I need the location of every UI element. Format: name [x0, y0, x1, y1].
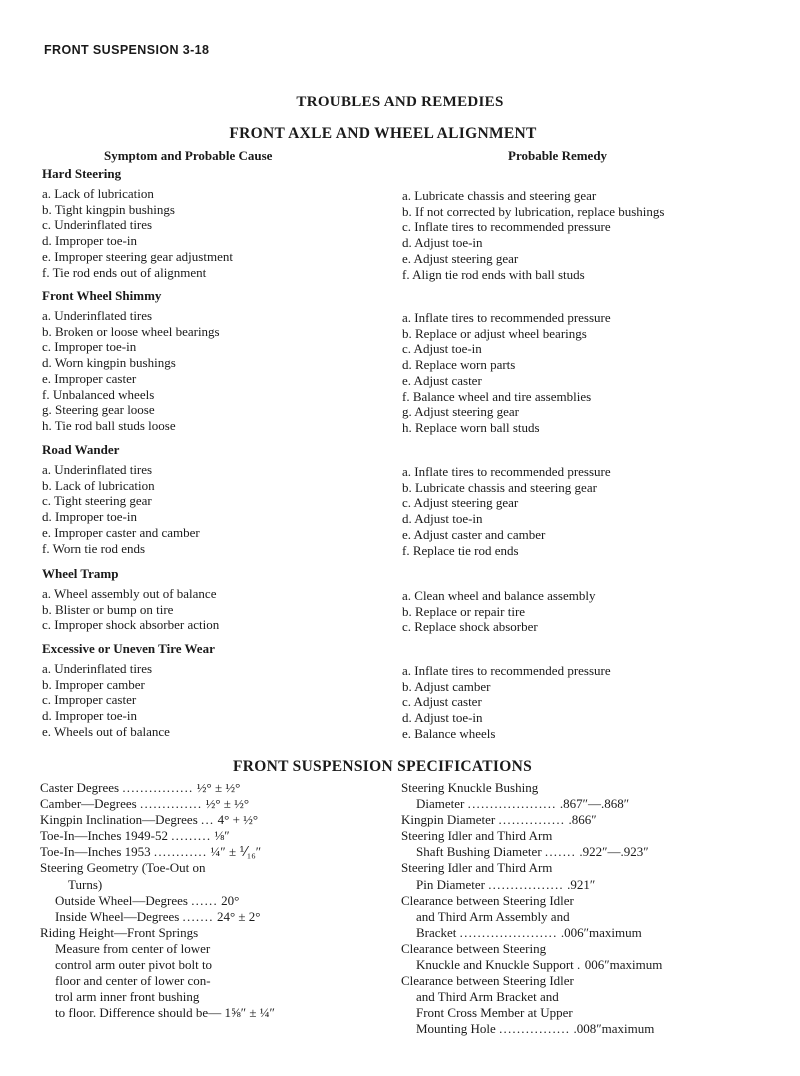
spec-row	[40, 844, 390, 860]
spec-row	[401, 925, 791, 941]
spec-row	[401, 828, 791, 844]
spec-leader-dots: .	[577, 957, 582, 973]
remedy-list	[402, 663, 782, 742]
spec-label: control arm outer pivot bolt to	[55, 957, 213, 973]
symptom-list	[42, 186, 392, 280]
spec-label: Steering Geometry (Toe-Out on	[40, 860, 206, 876]
spec-label: Toe-In—Inches 1949-52	[40, 828, 168, 844]
spec-row	[40, 828, 390, 844]
symptom-item: h. Tie rod ball studs loose	[42, 417, 176, 433]
symptom-item: e. Improper caster	[42, 370, 137, 386]
spec-value: ⅛″	[214, 828, 230, 844]
spec-row	[40, 877, 390, 893]
trouble-section-title: Road Wander	[42, 442, 120, 457]
column-header-symptom: Symptom and Probable Cause	[104, 148, 273, 163]
specifications-title: FRONT SUSPENSION SPECIFICATIONS	[233, 758, 532, 775]
spec-label: Bracket	[416, 924, 457, 940]
spec-value: .866″	[568, 812, 597, 828]
symptom-item: c. Tight steering gear	[42, 493, 152, 509]
spec-row	[40, 973, 390, 989]
spec-row	[401, 973, 791, 989]
spec-label: Kingpin Diameter	[401, 812, 496, 828]
spec-label: and Third Arm Bracket and	[416, 989, 559, 1005]
spec-leader-dots: ................	[499, 1021, 571, 1037]
symptom-item: a. Wheel assembly out of balance	[42, 586, 217, 601]
remedy-list	[402, 310, 782, 436]
spec-label: Steering Idler and Third Arm	[401, 860, 553, 876]
spec-row	[40, 812, 390, 828]
spec-label: and Third Arm Assembly and	[416, 908, 570, 924]
remedy-item: a. Inflate tires to recommended pressure	[402, 310, 611, 325]
symptom-item: b. Broken or loose wheel bearings	[42, 323, 220, 339]
spec-value: .922″—.923″	[579, 844, 649, 860]
symptom-item: c. Improper caster	[42, 692, 137, 708]
spec-label: Clearance between Steering Idler	[401, 973, 574, 989]
spec-row	[40, 957, 390, 973]
spec-value: 4° + ½°	[217, 812, 259, 828]
symptom-item: b. Tight kingpin bushings	[42, 201, 175, 217]
symptom-item: b. Lack of lubrication	[42, 477, 155, 493]
spec-label: Clearance between Steering	[401, 940, 547, 956]
spec-leader-dots: ......	[191, 892, 218, 908]
remedy-item: c. Replace shock absorber	[402, 619, 538, 635]
remedy-list	[402, 188, 782, 282]
symptom-item: a. Underinflated tires	[42, 661, 153, 676]
remedy-item: a. Lubricate chassis and steering gear	[402, 188, 597, 203]
page-header: FRONT SUSPENSION 3-18	[44, 43, 210, 57]
spec-label: Front Cross Member at Upper	[416, 1005, 573, 1021]
remedy-item: d. Adjust toe-in	[402, 710, 483, 726]
spec-label: to floor. Difference should be—	[55, 1005, 222, 1021]
remedy-item: h. Replace worn ball studs	[402, 419, 540, 435]
remedy-item: e. Adjust caster and camber	[402, 526, 546, 542]
trouble-section-title: Hard Steering	[42, 166, 122, 181]
spec-label: Steering Knuckle Bushing	[401, 780, 539, 795]
symptom-item: a. Underinflated tires	[42, 462, 153, 477]
spec-row	[401, 812, 791, 828]
spec-row	[40, 925, 390, 941]
symptom-item: f. Unbalanced wheels	[42, 386, 155, 402]
spec-row	[40, 941, 390, 957]
spec-row	[40, 860, 390, 876]
remedy-item: b. If not corrected by lubrication, replace bushings	[402, 203, 665, 219]
spec-row	[401, 860, 791, 876]
spec-label: Camber—Degrees	[40, 796, 137, 812]
spec-label: Kingpin Inclination—Degrees	[40, 812, 198, 828]
symptom-item: c. Improper shock absorber action	[42, 617, 220, 633]
spec-value: ½° ± ½°	[196, 780, 241, 795]
section-title: TROUBLES AND REMEDIES	[296, 94, 504, 110]
remedy-list	[402, 464, 782, 558]
spec-row	[40, 893, 390, 909]
remedy-item: b. Lubricate chassis and steering gear	[402, 479, 597, 495]
remedy-item: b. Adjust camber	[402, 678, 491, 694]
spec-value: ¼″ ± ⅟₁₆″	[210, 844, 262, 860]
symptom-item: g. Steering gear loose	[42, 402, 155, 418]
spec-label: Measure from center of lower	[55, 940, 211, 956]
spec-leader-dots: .........	[171, 828, 212, 844]
remedy-item: d. Adjust toe-in	[402, 235, 483, 251]
spec-row	[40, 780, 390, 796]
spec-leader-dots: .................	[488, 876, 564, 892]
remedy-item: f. Balance wheel and tire assemblies	[402, 388, 592, 404]
spec-label: Inside Wheel—Degrees	[55, 908, 180, 924]
spec-row	[401, 796, 791, 812]
spec-label: floor and center of lower con-	[55, 973, 211, 989]
spec-value: 006″maximum	[584, 957, 663, 973]
remedy-item: d. Adjust toe-in	[402, 511, 483, 527]
symptom-item: b. Blister or bump on tire	[42, 601, 174, 617]
symptom-list	[42, 308, 392, 434]
spec-label: Riding Height—Front Springs	[40, 924, 199, 940]
spec-leader-dots: ....................	[467, 796, 557, 812]
spec-row	[401, 893, 791, 909]
remedy-list	[402, 588, 782, 635]
spec-value: 24° ± 2°	[216, 908, 261, 924]
spec-row	[401, 877, 791, 893]
spec-row	[401, 780, 791, 796]
symptom-item: f. Worn tie rod ends	[42, 540, 146, 556]
spec-leader-dots: ................	[122, 780, 194, 795]
remedy-item: g. Adjust steering gear	[402, 404, 519, 420]
remedy-item: a. Clean wheel and balance assembly	[402, 588, 596, 603]
remedy-item: f. Replace tie rod ends	[402, 542, 519, 558]
symptom-item: b. Improper camber	[42, 676, 145, 692]
remedy-item: a. Inflate tires to recommended pressure	[402, 464, 611, 479]
spec-value: .006″maximum	[560, 924, 642, 940]
spec-leader-dots: ............	[153, 844, 208, 860]
symptom-item: e. Wheels out of balance	[42, 723, 170, 739]
remedy-item: c. Inflate tires to recommended pressure	[402, 219, 611, 235]
spec-value: .921″	[567, 876, 596, 892]
spec-label: Caster Degrees	[40, 780, 120, 795]
symptom-item: f. Tie rod ends out of alignment	[42, 264, 207, 280]
symptom-list	[42, 462, 392, 556]
remedy-item: e. Balance wheels	[402, 725, 496, 741]
symptom-item: c. Underinflated tires	[42, 217, 153, 233]
remedy-item: f. Align tie rod ends with ball studs	[402, 266, 585, 282]
remedy-item: d. Replace worn parts	[402, 357, 516, 373]
spec-value: ½° ± ½°	[205, 796, 250, 812]
remedy-item: c. Adjust caster	[402, 694, 482, 710]
spec-row	[40, 1005, 390, 1021]
symptom-item: d. Improper toe-in	[42, 708, 137, 724]
trouble-section-title: Wheel Tramp	[42, 566, 119, 581]
spec-row	[401, 909, 791, 925]
remedy-item: e. Adjust steering gear	[402, 250, 519, 266]
symptom-item: d. Worn kingpin bushings	[42, 355, 176, 371]
spec-leader-dots: ..............	[140, 796, 203, 812]
spec-leader-dots: ...............	[498, 812, 566, 828]
symptom-item: e. Improper steering gear adjustment	[42, 248, 233, 264]
trouble-section-title: Front Wheel Shimmy	[42, 288, 162, 303]
spec-row	[401, 941, 791, 957]
spec-leader-dots: ......................	[459, 924, 558, 940]
remedy-item: b. Replace or adjust wheel bearings	[402, 325, 587, 341]
spec-row	[401, 1021, 791, 1037]
spec-label: Turns)	[68, 876, 103, 892]
spec-label: Diameter	[416, 796, 465, 812]
column-header-remedy: Probable Remedy	[508, 148, 608, 163]
spec-value: .867″—.868″	[559, 796, 630, 812]
spec-label: Steering Idler and Third Arm	[401, 828, 553, 844]
remedy-item: a. Inflate tires to recommended pressure	[402, 663, 611, 678]
symptom-item: e. Improper caster and camber	[42, 524, 200, 540]
spec-leader-dots: ...	[201, 812, 215, 828]
spec-value: 20°	[221, 892, 240, 908]
remedy-item: b. Replace or repair tire	[402, 603, 526, 619]
spec-leader-dots: .......	[544, 844, 577, 860]
symptom-list	[42, 661, 392, 740]
symptom-item: a. Underinflated tires	[42, 308, 153, 323]
spec-value: 1⅝″ ± ¼″	[224, 1005, 275, 1021]
spec-row	[40, 909, 390, 925]
symptom-item: d. Improper toe-in	[42, 509, 137, 525]
spec-label: Shaft Bushing Diameter	[416, 844, 542, 860]
spec-row	[40, 796, 390, 812]
spec-leader-dots: .......	[182, 908, 214, 924]
symptom-item: d. Improper toe-in	[42, 233, 137, 249]
trouble-section-title: Excessive or Uneven Tire Wear	[42, 641, 215, 656]
specifications-left-column	[40, 780, 390, 1021]
spec-label: Knuckle and Knuckle Support	[416, 957, 574, 973]
subsection-title: FRONT AXLE AND WHEEL ALIGNMENT	[229, 125, 537, 142]
spec-row	[401, 989, 791, 1005]
spec-label: Pin Diameter	[416, 876, 485, 892]
spec-label: trol arm inner front bushing	[55, 989, 200, 1005]
spec-row	[401, 1005, 791, 1021]
remedy-item: c. Adjust steering gear	[402, 495, 519, 511]
spec-row	[40, 989, 390, 1005]
symptom-item: c. Improper toe-in	[42, 339, 137, 355]
spec-label: Mounting Hole	[416, 1021, 496, 1037]
spec-label: Clearance between Steering Idler	[401, 892, 574, 908]
remedy-item: e. Adjust caster	[402, 372, 482, 388]
remedy-item: c. Adjust toe-in	[402, 341, 482, 357]
symptom-list	[42, 586, 392, 633]
spec-label: Outside Wheel—Degrees	[55, 892, 188, 908]
spec-label: Toe-In—Inches 1953	[40, 844, 151, 860]
specifications-right-column	[401, 780, 791, 1038]
spec-row	[401, 844, 791, 860]
spec-row	[401, 957, 791, 973]
symptom-item: a. Lack of lubrication	[42, 186, 154, 201]
spec-value: .008″maximum	[573, 1021, 655, 1037]
